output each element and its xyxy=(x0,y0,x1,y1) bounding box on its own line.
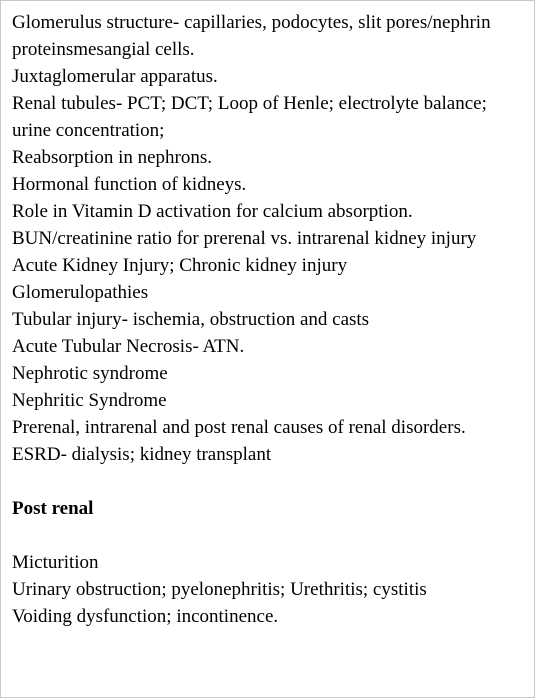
section-heading: Post renal xyxy=(12,498,94,519)
text-line-glomerulopathies: Glomerulopathies xyxy=(12,282,149,303)
document-body xyxy=(12,9,527,630)
text-line-urinary-obstruction: Urinary obstruction; pyelonephritis; Urethritis; cystitis xyxy=(12,579,427,600)
text-line-causes: Prerenal, intrarenal and post renal causes of renal disorders. xyxy=(12,417,466,438)
text-line-atn: Acute Tubular Necrosis- ATN. xyxy=(12,336,245,357)
text-line-juxtaglomerular: Juxtaglomerular apparatus. xyxy=(12,66,218,87)
text-line-voiding-dysfunction: Voiding dysfunction; incontinence. xyxy=(12,606,279,627)
text-line-micturition: Micturition xyxy=(12,552,99,573)
spacer xyxy=(12,468,527,495)
text-line-renal-tubules: Renal tubules- PCT; DCT; Loop of Henle; electrolyte balance; urine concentration; xyxy=(12,93,487,141)
text-line-bun-creatinine: BUN/creatinine ratio for prerenal vs. intrarenal kidney injury xyxy=(12,228,477,249)
text-line-hormonal-function: Hormonal function of kidneys. xyxy=(12,174,247,195)
text-line-vitamin-d: Role in Vitamin D activation for calcium absorption. xyxy=(12,201,413,222)
text-line-tubular-injury: Tubular injury- ischemia, obstruction and casts xyxy=(12,309,370,330)
text-line-esrd: ESRD- dialysis; kidney transplant xyxy=(12,444,272,465)
text-line-glomerulus: Glomerulus structure- capillaries, podocytes, slit pores/nephrin proteinsmesangial cells. xyxy=(12,12,491,60)
spacer xyxy=(12,522,527,549)
text-line-reabsorption: Reabsorption in nephrons. xyxy=(12,147,213,168)
text-line-acute-kidney-injury: Acute Kidney Injury; Chronic kidney injury xyxy=(12,255,348,276)
text-line-nephrotic: Nephrotic syndrome xyxy=(12,363,168,384)
text-line-nephritic: Nephritic Syndrome xyxy=(12,390,167,411)
